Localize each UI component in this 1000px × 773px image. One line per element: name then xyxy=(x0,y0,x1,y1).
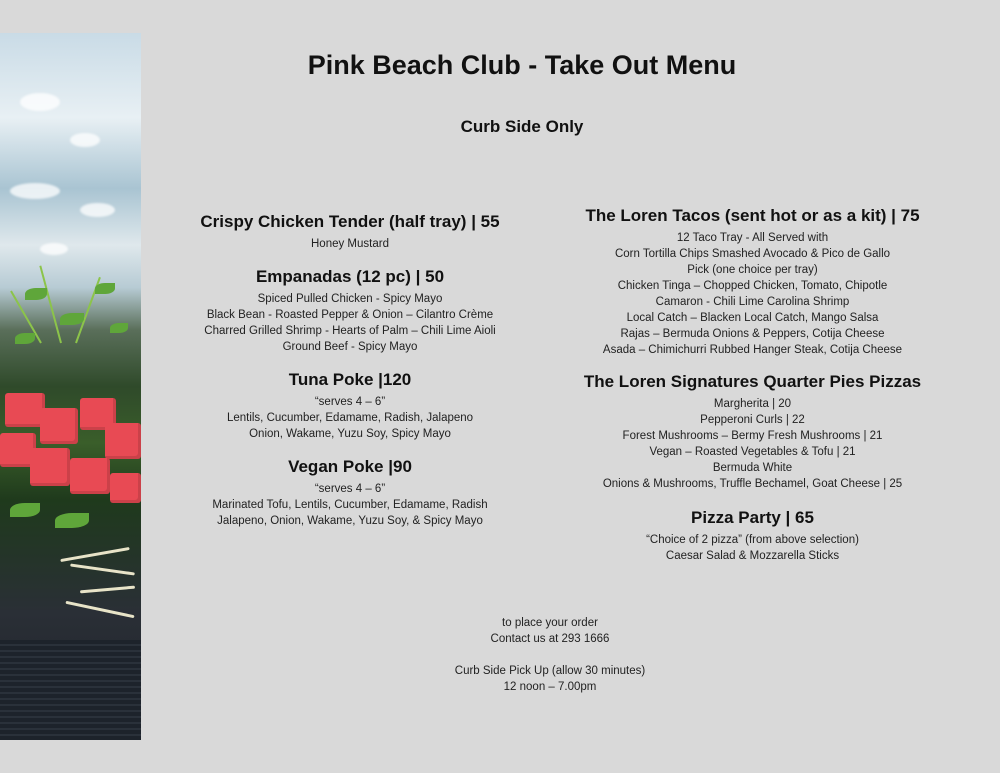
menu-section-pizzas xyxy=(560,371,945,492)
poke-bowl-photo xyxy=(0,33,141,740)
menu-line: “Choice of 2 pizza” (from above selection) xyxy=(646,534,859,546)
menu-section-chicken-tender xyxy=(155,211,545,252)
menu-line: Camaron - Chili Lime Carolina Shrimp xyxy=(655,296,850,308)
menu-line: Chicken Tinga – Chopped Chicken, Tomato, Chipotle xyxy=(617,280,888,292)
menu-line: Pick (one choice per tray) xyxy=(687,264,818,276)
menu-line: Black Bean - Roasted Pepper & Onion – Cilantro Crème xyxy=(206,309,494,321)
order-info xyxy=(400,615,700,695)
section-heading: Crispy Chicken Tender (half tray) | 55 xyxy=(200,212,500,231)
menu-line: “serves 4 – 6” xyxy=(314,483,386,495)
menu-section-empanadas xyxy=(155,266,545,355)
menu-line: Onions & Mushrooms, Truffle Bechamel, Goat Cheese | 25 xyxy=(602,478,903,490)
menu-line: Honey Mustard xyxy=(311,238,389,250)
menu-line: Caesar Salad & Mozzarella Sticks xyxy=(665,550,840,562)
section-heading: Vegan Poke |90 xyxy=(288,457,412,476)
page-subtitle: Curb Side Only xyxy=(460,117,584,136)
order-line: to place your order xyxy=(502,617,598,629)
menu-line: Asada – Chimichurri Rubbed Hanger Steak, Cotija Cheese xyxy=(602,344,903,356)
menu-line: Spiced Pulled Chicken - Spicy Mayo xyxy=(257,293,443,305)
menu-line: Onion, Wakame, Yuzu Soy, Spicy Mayo xyxy=(249,428,451,440)
page-title: Pink Beach Club - Take Out Menu xyxy=(307,50,737,80)
menu-right-column xyxy=(560,205,945,577)
menu-line: 12 Taco Tray - All Served with xyxy=(676,232,829,244)
menu-section-tuna-poke xyxy=(155,369,545,442)
menu-line: Pepperoni Curls | 22 xyxy=(700,414,805,426)
pickup-line: Curb Side Pick Up (allow 30 minutes) xyxy=(454,665,646,677)
contact-line: Contact us at 293 1666 xyxy=(490,633,610,645)
section-heading: Pizza Party | 65 xyxy=(691,508,814,527)
section-heading: The Loren Signatures Quarter Pies Pizzas xyxy=(583,372,922,391)
section-heading: Tuna Poke |120 xyxy=(288,370,412,389)
menu-line: Forest Mushrooms – Bermy Fresh Mushrooms | 21 xyxy=(622,430,883,442)
menu-line: Bermuda White xyxy=(712,462,793,474)
menu-line: Vegan – Roasted Vegetables & Tofu | 21 xyxy=(649,446,856,458)
menu-section-vegan-poke xyxy=(155,456,545,529)
menu-line: Margherita | 20 xyxy=(713,398,792,410)
menu-line: “serves 4 – 6” xyxy=(314,396,386,408)
menu-line: Rajas – Bermuda Onions & Peppers, Cotija Cheese xyxy=(620,328,885,340)
section-heading: The Loren Tacos (sent hot or as a kit) | 75 xyxy=(585,206,920,225)
menu-line: Corn Tortilla Chips Smashed Avocado & Pico de Gallo xyxy=(614,248,891,260)
menu-line: Ground Beef - Spicy Mayo xyxy=(282,341,418,353)
menu-line: Local Catch – Blacken Local Catch, Mango Salsa xyxy=(626,312,879,324)
menu-line: Marinated Tofu, Lentils, Cucumber, Edamame, Radish xyxy=(212,499,488,511)
hours-line: 12 noon – 7.00pm xyxy=(503,681,597,693)
menu-left-column xyxy=(155,211,545,543)
section-heading: Empanadas (12 pc) | 50 xyxy=(255,267,445,286)
menu-line: Charred Grilled Shrimp - Hearts of Palm – Chili Lime Aioli xyxy=(204,325,496,337)
menu-line: Lentils, Cucumber, Edamame, Radish, Jalapeno xyxy=(226,412,474,424)
menu-section-pizza-party xyxy=(560,507,945,564)
menu-line: Jalapeno, Onion, Wakame, Yuzu Soy, & Spicy Mayo xyxy=(217,515,483,527)
menu-section-tacos xyxy=(560,205,945,358)
